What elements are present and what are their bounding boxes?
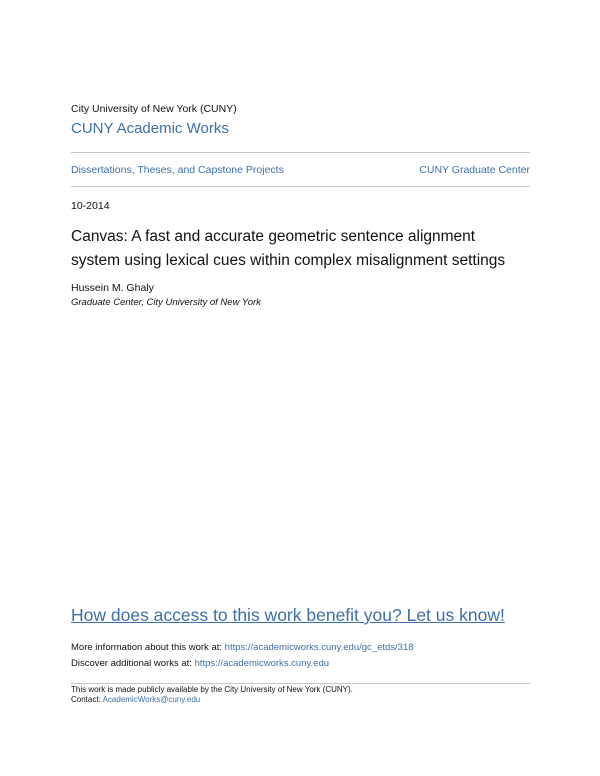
contact-label: Contact: <box>71 695 101 704</box>
divider <box>71 152 530 153</box>
discover-line <box>71 658 329 669</box>
more-info-line <box>71 642 414 653</box>
divider <box>71 683 530 684</box>
footer-contact <box>71 695 200 704</box>
footer-notice: This work is made publicly available by the City University of New York (CUNY). <box>71 685 353 694</box>
contact-email[interactable]: AcademicWorks@cuny.edu <box>102 695 201 704</box>
discover-label: Discover additional works at: <box>71 658 192 669</box>
repository-link[interactable]: CUNY Academic Works <box>71 120 229 137</box>
series-link[interactable]: Dissertations, Theses, and Capstone Projects <box>71 164 284 176</box>
author: Hussein M. Ghaly <box>71 282 154 294</box>
affiliation: Graduate Center, City University of New York <box>71 297 261 308</box>
divider <box>71 186 530 187</box>
institution-name: City University of New York (CUNY) <box>71 103 237 115</box>
title-line-1: Canvas: A fast and accurate geometric sentence alignment <box>71 228 476 245</box>
title-line-2: system using lexical cues within complex misalignment settings <box>71 252 506 269</box>
center-link[interactable]: CUNY Graduate Center <box>419 164 530 176</box>
feedback-link[interactable]: How does access to this work benefit you? Let us know! <box>71 605 505 625</box>
date: 10-2014 <box>71 200 110 212</box>
more-info-label: More information about this work at: <box>71 642 223 653</box>
more-info-url[interactable]: https://academicworks.cuny.edu/gc_etds/318 <box>224 642 414 653</box>
discover-url[interactable]: https://academicworks.cuny.edu <box>194 658 330 669</box>
